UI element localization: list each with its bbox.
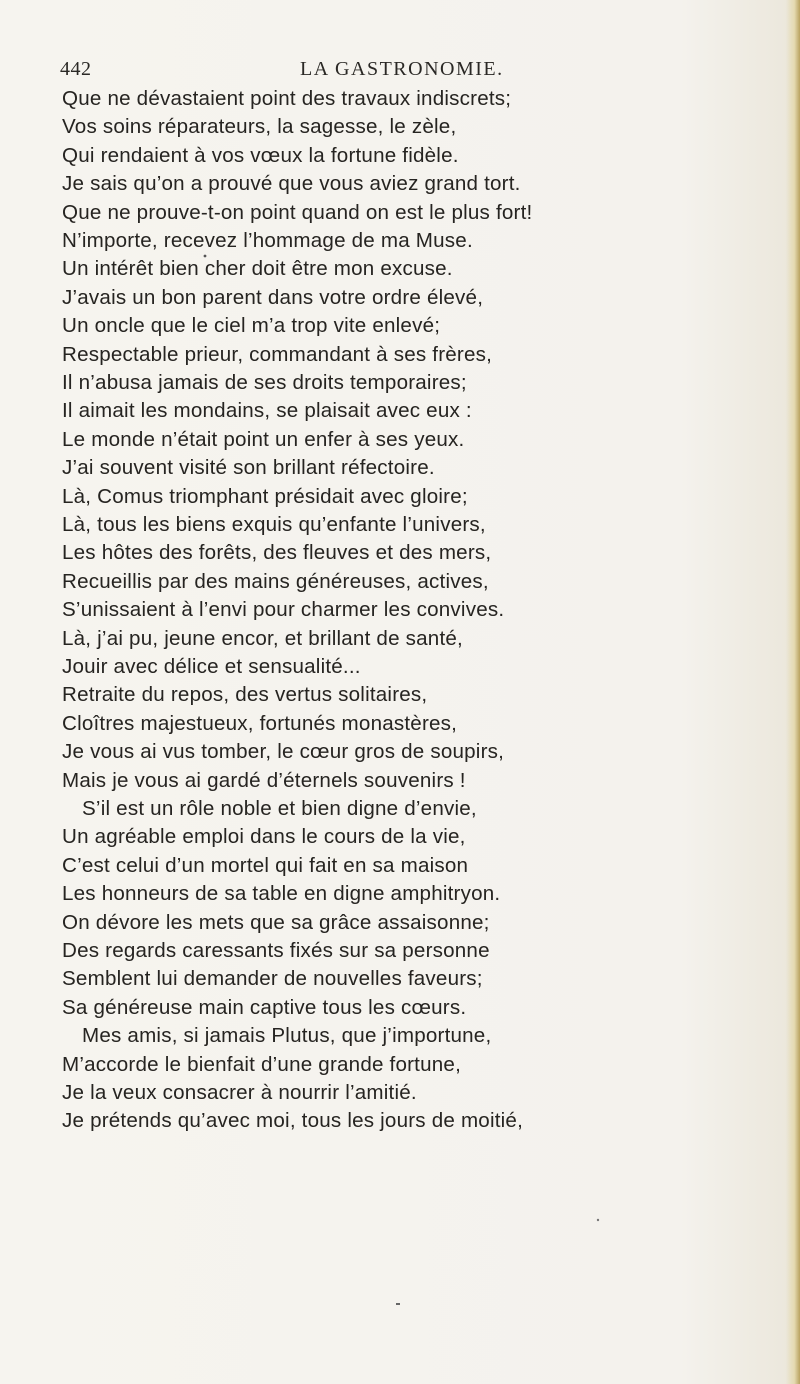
speck: [396, 1303, 400, 1305]
page-number: 442: [60, 58, 92, 80]
verse-line: Des regards caressants fixés sur sa personne: [62, 939, 490, 962]
verse-line: S’unissaient à l’envi pour charmer les convives.: [62, 598, 505, 622]
verse-line: Cloîtres majestueux, fortunés monastères,: [62, 711, 458, 735]
verse-line: Il aimait les mondains, se plaisait avec eux :: [62, 399, 472, 423]
verse-line: Je vous ai vus tomber, le cœur gros de soupirs,: [62, 740, 505, 764]
verse-line: Un agréable emploi dans le cours de la vie,: [62, 825, 466, 849]
verse-line: Qui rendaient à vos vœux la fortune fidèle.: [62, 143, 459, 167]
running-title: LA GASTRONOMIE.: [300, 58, 504, 80]
verse-line: N’importe, recevez l’hommage de ma Muse.: [62, 229, 473, 252]
verse-line: Que ne prouve-t-on point quand on est le plus fort!: [62, 200, 533, 224]
verse-line: Mais je vous ai gardé d’éternels souvenirs !: [62, 768, 466, 792]
verse-line: Le monde n’était point un enfer à ses yeux.: [62, 427, 465, 451]
verse-line: J’ai souvent visité son brillant réfectoire.: [62, 456, 435, 480]
verse-line: M’accorde le bienfait d’une grande fortune,: [62, 1052, 461, 1076]
speck: [597, 1219, 599, 1221]
verse-line: Un oncle que le ciel m’a trop vite enlevé;: [62, 314, 441, 338]
verse-line: Je prétends qu’avec moi, tous les jours de moitié,: [62, 1109, 524, 1133]
verse-line: On dévore les mets que sa grâce assaisonne;: [62, 910, 490, 934]
verse-line: Mes amis, si jamais Plutus, que j’importune,: [82, 1024, 492, 1048]
verse-line: Les honneurs de sa table en digne amphitryon.: [62, 882, 501, 906]
verse-line: S’il est un rôle noble et bien digne d’envie,: [82, 797, 477, 820]
verse-line: Les hôtes des forêts, des fleuves et des mers,: [62, 541, 492, 565]
verse-line: Je sais qu’on a prouvé que vous aviez grand tort.: [62, 172, 521, 196]
verse-line: Vos soins réparateurs, la sagesse, le zèle,: [62, 115, 457, 139]
verse-line: Un intérêt bien cher doit être mon excuse.: [62, 257, 453, 281]
verse-line: Recueillis par des mains généreuses, actives,: [62, 569, 489, 593]
verse-line: Là, j’ai pu, jeune encor, et brillant de santé,: [62, 626, 463, 650]
verse-line: Sa généreuse main captive tous les cœurs.: [62, 995, 467, 1019]
running-head: [60, 58, 710, 88]
verse-line: Là, tous les biens exquis qu’enfante l’univers,: [62, 513, 486, 536]
verse-line: Là, Comus triomphant présidait avec gloire;: [62, 484, 468, 508]
verse-line: Respectable prieur, commandant à ses frères,: [62, 342, 493, 366]
verse-line: Retraite du repos, des vertus solitaires,: [62, 683, 428, 707]
verse-line: Je la veux consacrer à nourrir l’amitié.: [62, 1081, 417, 1104]
verse-line: Jouir avec délice et sensualité...: [62, 655, 361, 678]
page-edge-shadow: [786, 0, 800, 1384]
verse-line: Il n’abusa jamais de ses droits temporaires;: [62, 371, 467, 394]
verse-line: C’est celui d’un mortel qui fait en sa maison: [62, 853, 469, 877]
verse-line: Semblent lui demander de nouvelles faveurs;: [62, 967, 483, 991]
verse-line: J’avais un bon parent dans votre ordre élevé,: [62, 285, 484, 309]
verse-line: Que ne dévastaient point des travaux indiscrets;: [62, 87, 512, 110]
